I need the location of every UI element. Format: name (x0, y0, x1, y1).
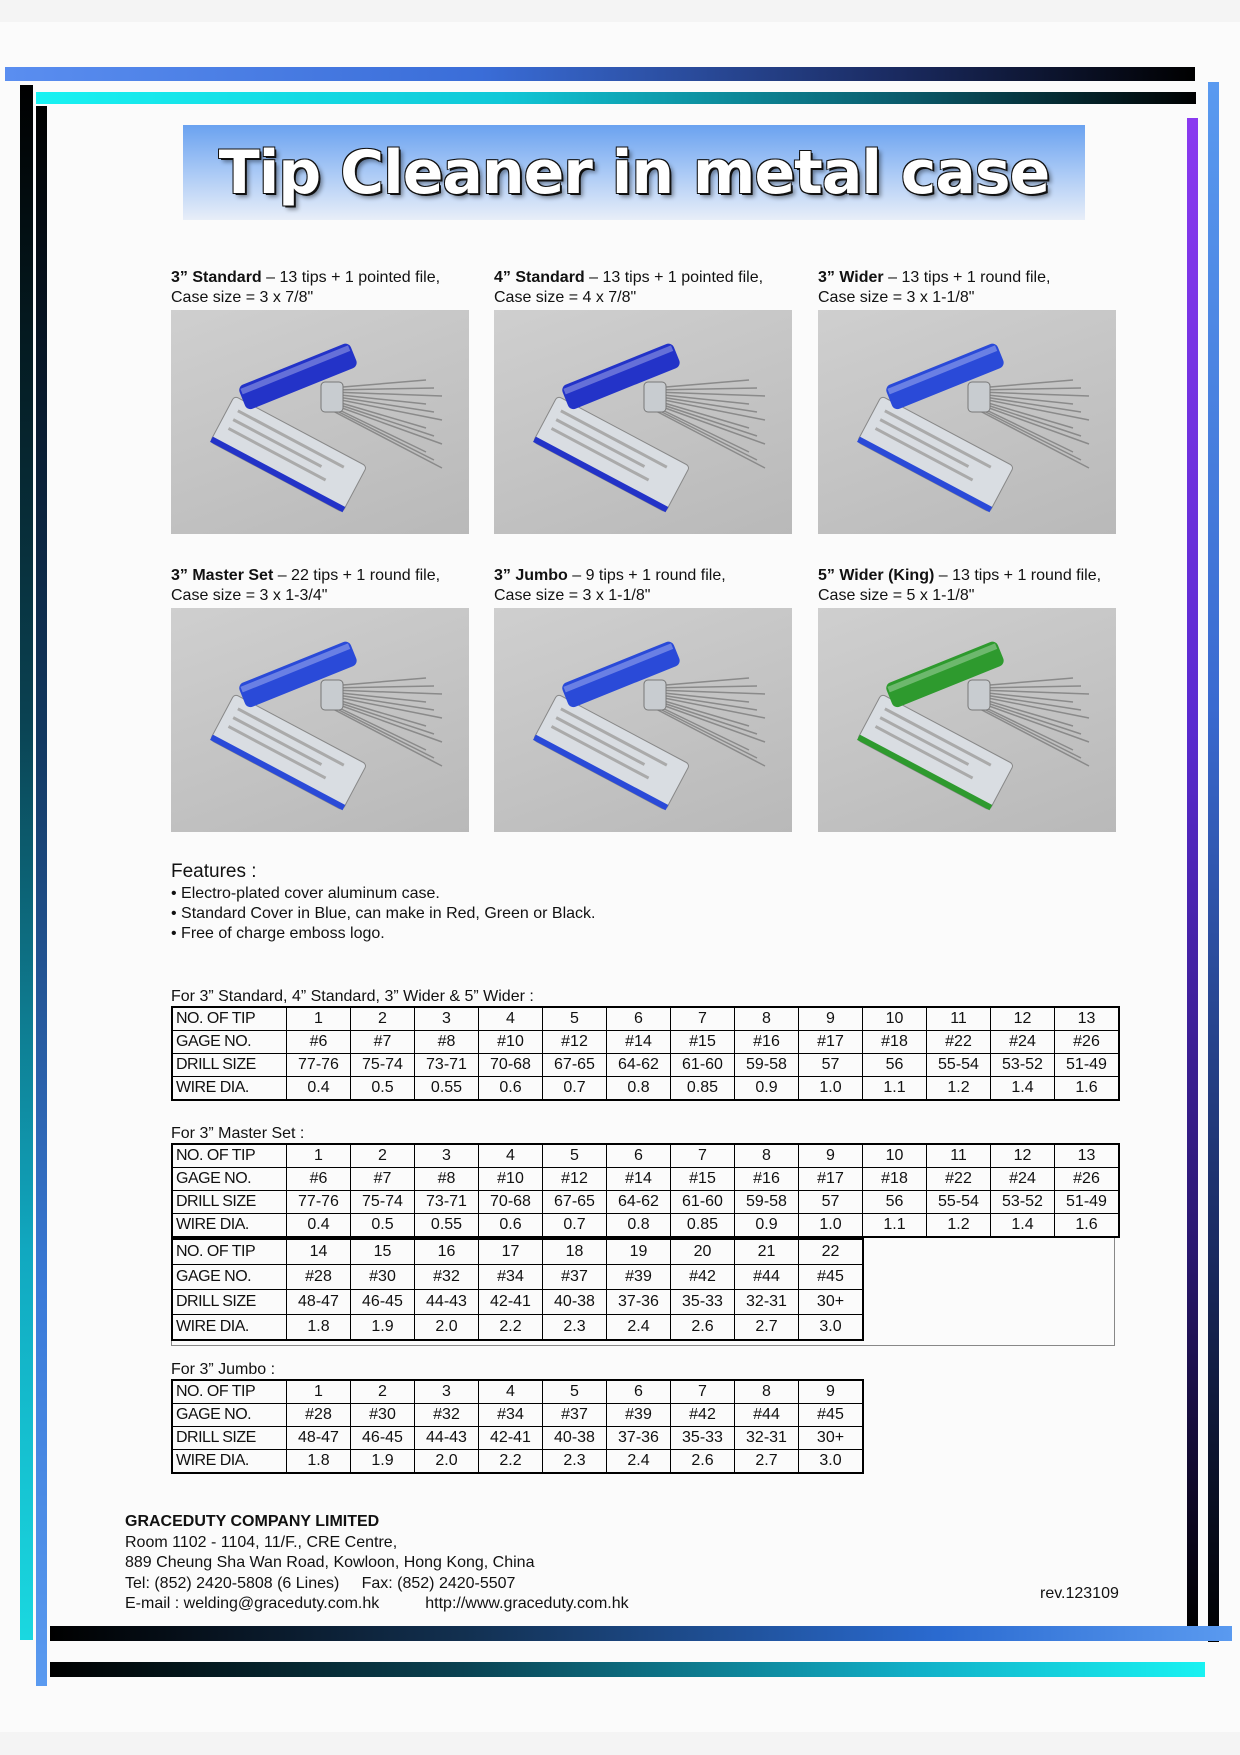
table-cell: 75-74 (351, 1191, 415, 1214)
table-cell: #22 (927, 1031, 991, 1054)
table-cell: 46-45 (351, 1427, 415, 1450)
table-row (172, 1054, 1119, 1077)
table-cell: 0.4 (287, 1214, 351, 1238)
table-cell: 48-47 (287, 1290, 351, 1315)
table-cell: 2.6 (671, 1315, 735, 1341)
table-cell: 2.4 (607, 1315, 671, 1341)
table-cell: 0.4 (287, 1077, 351, 1101)
product-name: 3” Wider (818, 269, 884, 286)
row-header-cell: GAGE NO. (172, 1031, 287, 1054)
table-cell: 30+ (799, 1427, 864, 1450)
table-cell: #24 (991, 1031, 1055, 1054)
product-desc: – 13 tips + 1 round file, (934, 567, 1102, 584)
table-cell: 1.4 (991, 1077, 1055, 1101)
title-banner (183, 125, 1085, 220)
table-cell: 1.6 (1055, 1077, 1120, 1101)
table-cell: #14 (607, 1031, 671, 1054)
spec-table-master (171, 1143, 1120, 1238)
table-cell: 2 (351, 1380, 415, 1404)
table-cell: #30 (351, 1404, 415, 1427)
table-cell: 35-33 (671, 1427, 735, 1450)
table-cell: 2.7 (735, 1315, 799, 1341)
page-title: Tip Cleaner in metal case (218, 137, 1050, 208)
spec-table-jumbo (171, 1379, 864, 1474)
table-cell: 9 (799, 1380, 864, 1404)
table-cell: 42-41 (479, 1290, 543, 1315)
table-label-standard: For 3” Standard, 4” Standard, 3” Wider & 5” Wider : (171, 988, 534, 1005)
table-cell: 1.1 (863, 1214, 927, 1238)
table-cell: 57 (799, 1191, 863, 1214)
table-cell: 2.3 (543, 1315, 607, 1341)
product-desc: – 9 tips + 1 round file, (567, 567, 726, 584)
table-cell: 7 (671, 1144, 735, 1168)
table-cell: #28 (287, 1265, 351, 1290)
product-3in-jumbo (494, 566, 794, 832)
table-cell: 0.6 (479, 1214, 543, 1238)
table-row (172, 1031, 1119, 1054)
decorative-bar-left (20, 85, 33, 1640)
table-cell: 5 (543, 1380, 607, 1404)
table-cell: 37-36 (607, 1290, 671, 1315)
table-cell: 2.3 (543, 1450, 607, 1474)
table-cell: 12 (991, 1144, 1055, 1168)
table-cell: 0.7 (543, 1077, 607, 1101)
table-cell: 6 (607, 1144, 671, 1168)
table-cell: 0.9 (735, 1077, 799, 1101)
table-cell: #45 (799, 1404, 864, 1427)
feature-item: • Free of charge emboss logo. (171, 925, 385, 942)
decorative-bar-top-inner (36, 92, 1196, 104)
table-row (172, 1239, 863, 1265)
table-cell: 37-36 (607, 1427, 671, 1450)
table-cell: #37 (543, 1265, 607, 1290)
table-cell: 0.8 (607, 1077, 671, 1101)
table-cell: 2.6 (671, 1450, 735, 1474)
table-cell: #12 (543, 1031, 607, 1054)
table-cell: 3.0 (799, 1315, 864, 1341)
table-cell: 61-60 (671, 1191, 735, 1214)
product-caption (494, 268, 794, 308)
table-cell: 0.7 (543, 1214, 607, 1238)
row-header-cell: DRILL SIZE (172, 1054, 287, 1077)
table-cell: 73-71 (415, 1191, 479, 1214)
product-desc: – 22 tips + 1 round file, (273, 567, 441, 584)
table-cell: 0.5 (351, 1214, 415, 1238)
table-cell: #12 (543, 1168, 607, 1191)
table-cell: #32 (415, 1265, 479, 1290)
table-cell: #26 (1055, 1168, 1120, 1191)
table-cell: 44-43 (415, 1427, 479, 1450)
table-cell: 35-33 (671, 1290, 735, 1315)
product-caption (171, 268, 471, 308)
table-cell: 4 (479, 1144, 543, 1168)
table-row (172, 1290, 863, 1315)
table-row (172, 1214, 1119, 1238)
table-cell: 70-68 (479, 1191, 543, 1214)
product-name: 3” Master Set (171, 567, 274, 584)
product-desc: – 13 tips + 1 round file, (883, 269, 1051, 286)
table-cell: 8 (735, 1380, 799, 1404)
row-header-cell: WIRE DIA. (172, 1315, 287, 1341)
table-cell: 77-76 (287, 1191, 351, 1214)
decorative-bar-bottom (50, 1626, 1232, 1641)
spec-table-master-continued (171, 1238, 864, 1341)
product-caption (171, 566, 471, 606)
table-cell: 73-71 (415, 1054, 479, 1077)
table-cell: 9 (799, 1144, 863, 1168)
product-size: Case size = 3 x 1-1/8" (818, 289, 975, 306)
product-photo (171, 310, 469, 534)
table-cell: 40-38 (543, 1290, 607, 1315)
table-cell: #16 (735, 1031, 799, 1054)
table-cell: 70-68 (479, 1054, 543, 1077)
features-section (171, 862, 595, 944)
product-caption (818, 268, 1118, 308)
table-cell: 19 (607, 1239, 671, 1265)
table-cell: 7 (671, 1380, 735, 1404)
table-cell: 8 (735, 1007, 799, 1031)
company-address-line: 889 Cheung Sha Wan Road, Kowloon, Hong Kong, China (125, 1554, 535, 1571)
table-cell: 48-47 (287, 1427, 351, 1450)
table-cell: 77-76 (287, 1054, 351, 1077)
product-photo (171, 608, 469, 832)
table-cell: 1 (287, 1380, 351, 1404)
table-cell: #8 (415, 1168, 479, 1191)
table-cell: #15 (671, 1031, 735, 1054)
row-header-cell: GAGE NO. (172, 1404, 287, 1427)
table-cell: 59-58 (735, 1054, 799, 1077)
table-cell: #39 (607, 1265, 671, 1290)
table-cell: 55-54 (927, 1191, 991, 1214)
table-cell: 44-43 (415, 1290, 479, 1315)
table-cell: #26 (1055, 1031, 1120, 1054)
table-cell: 1.4 (991, 1214, 1055, 1238)
table-cell: 5 (543, 1144, 607, 1168)
table-row (172, 1404, 863, 1427)
table-cell: 67-65 (543, 1191, 607, 1214)
table-cell: 13 (1055, 1144, 1120, 1168)
table-cell: 1.9 (351, 1315, 415, 1341)
table-cell: #8 (415, 1031, 479, 1054)
table-row (172, 1427, 863, 1450)
table-cell: 2.2 (479, 1315, 543, 1341)
table-cell: #37 (543, 1404, 607, 1427)
table-cell: 10 (863, 1144, 927, 1168)
table-cell: 46-45 (351, 1290, 415, 1315)
row-header-cell: WIRE DIA. (172, 1214, 287, 1238)
company-name: GRACEDUTY COMPANY LIMITED (125, 1513, 380, 1530)
table-cell: #10 (479, 1168, 543, 1191)
table-cell: 3 (415, 1380, 479, 1404)
table-cell: 32-31 (735, 1427, 799, 1450)
decorative-bar-top (5, 67, 1195, 81)
table-row (172, 1380, 863, 1404)
feature-item: • Electro-plated cover aluminum case. (171, 885, 440, 902)
table-cell: 0.85 (671, 1077, 735, 1101)
table-cell: 11 (927, 1007, 991, 1031)
table-cell: 55-54 (927, 1054, 991, 1077)
product-size: Case size = 3 x 7/8" (171, 289, 314, 306)
table-cell: 1.8 (287, 1315, 351, 1341)
table-cell: 4 (479, 1380, 543, 1404)
table-cell: #24 (991, 1168, 1055, 1191)
decorative-bar-right (1208, 82, 1219, 1642)
table-cell: 15 (351, 1239, 415, 1265)
table-cell: 51-49 (1055, 1054, 1120, 1077)
table-cell: 7 (671, 1007, 735, 1031)
decorative-bar-bottom-outer (50, 1662, 1205, 1677)
table-cell: #18 (863, 1031, 927, 1054)
row-header-cell: NO. OF TIP (172, 1007, 287, 1031)
table-cell: #44 (735, 1265, 799, 1290)
table-cell: 1 (287, 1144, 351, 1168)
table-cell: #17 (799, 1031, 863, 1054)
product-3in-master-set (171, 566, 471, 832)
table-cell: 6 (607, 1007, 671, 1031)
row-header-cell: DRILL SIZE (172, 1427, 287, 1450)
product-caption (818, 566, 1118, 606)
table-label-jumbo: For 3” Jumbo : (171, 1361, 276, 1378)
table-cell: #34 (479, 1404, 543, 1427)
product-caption (494, 566, 794, 606)
table-row (172, 1144, 1119, 1168)
table-cell: 0.9 (735, 1214, 799, 1238)
table-cell: 64-62 (607, 1191, 671, 1214)
company-phone-fax: Tel: (852) 2420-5808 (6 Lines) Fax: (852) 2420-5507 (125, 1574, 516, 1592)
product-name: 3” Jumbo (494, 567, 568, 584)
row-header-cell: WIRE DIA. (172, 1450, 287, 1474)
table-cell: #30 (351, 1265, 415, 1290)
table-cell: 56 (863, 1191, 927, 1214)
table-cell: 10 (863, 1007, 927, 1031)
table-cell: 18 (543, 1239, 607, 1265)
table-row (172, 1007, 1119, 1031)
table-cell: 0.55 (415, 1214, 479, 1238)
table-cell: 51-49 (1055, 1191, 1120, 1214)
row-header-cell: NO. OF TIP (172, 1380, 287, 1404)
table-cell: #10 (479, 1031, 543, 1054)
table-row (172, 1265, 863, 1290)
product-4in-standard (494, 268, 794, 534)
table-cell: 21 (735, 1239, 799, 1265)
table-cell: 1.2 (927, 1077, 991, 1101)
table-cell: 1.6 (1055, 1214, 1120, 1238)
table-row (172, 1168, 1119, 1191)
table-cell: 1.9 (351, 1450, 415, 1474)
company-contact (125, 1512, 629, 1615)
company-address-line: Room 1102 - 1104, 11/F., CRE Centre, (125, 1533, 398, 1551)
table-cell: 40-38 (543, 1427, 607, 1450)
product-size: Case size = 5 x 1-1/8" (818, 587, 975, 604)
product-size: Case size = 3 x 1-1/8" (494, 587, 651, 604)
table-cell: 2.0 (415, 1315, 479, 1341)
product-photo (818, 608, 1116, 832)
table-cell: 64-62 (607, 1054, 671, 1077)
product-5in-wider-king (818, 566, 1118, 832)
decorative-bar-right-inner (1187, 118, 1198, 1628)
table-cell: #6 (287, 1031, 351, 1054)
table-cell: 16 (415, 1239, 479, 1265)
table-cell: #22 (927, 1168, 991, 1191)
table-cell: #39 (607, 1404, 671, 1427)
table-cell: #17 (799, 1168, 863, 1191)
table-row (172, 1191, 1119, 1214)
table-cell: 2 (351, 1007, 415, 1031)
table-cell: 0.5 (351, 1077, 415, 1101)
table-label-master: For 3” Master Set : (171, 1125, 305, 1142)
product-name: 3” Standard (171, 269, 262, 286)
table-cell: 14 (287, 1239, 351, 1265)
product-name: 5” Wider (King) (818, 567, 935, 584)
table-cell: 20 (671, 1239, 735, 1265)
table-cell: 32-31 (735, 1290, 799, 1315)
table-cell: 2.2 (479, 1450, 543, 1474)
revision-label: rev.123109 (1040, 1585, 1119, 1602)
row-header-cell: DRILL SIZE (172, 1290, 287, 1315)
product-size: Case size = 4 x 7/8" (494, 289, 637, 306)
product-size: Case size = 3 x 1-3/4" (171, 587, 328, 604)
table-cell: 3 (415, 1144, 479, 1168)
table-cell: 2.0 (415, 1450, 479, 1474)
table-row (172, 1450, 863, 1474)
table-cell: 75-74 (351, 1054, 415, 1077)
row-header-cell: NO. OF TIP (172, 1144, 287, 1168)
table-cell: 67-65 (543, 1054, 607, 1077)
table-cell: 22 (799, 1239, 864, 1265)
table-cell: #15 (671, 1168, 735, 1191)
company-website-link[interactable]: http://www.graceduty.com.hk (425, 1595, 629, 1612)
table-cell: 1 (287, 1007, 351, 1031)
row-header-cell: GAGE NO. (172, 1265, 287, 1290)
table-cell: 0.8 (607, 1214, 671, 1238)
table-cell: 12 (991, 1007, 1055, 1031)
table-row (172, 1077, 1119, 1101)
table-cell: #7 (351, 1168, 415, 1191)
table-cell: #42 (671, 1265, 735, 1290)
row-header-cell: GAGE NO. (172, 1168, 287, 1191)
table-cell: 1.8 (287, 1450, 351, 1474)
table-row (172, 1315, 863, 1341)
table-cell: 61-60 (671, 1054, 735, 1077)
table-cell: #45 (799, 1265, 864, 1290)
product-photo (494, 608, 792, 832)
table-cell: 57 (799, 1054, 863, 1077)
table-cell: #34 (479, 1265, 543, 1290)
table-cell: 2.7 (735, 1450, 799, 1474)
table-cell: 53-52 (991, 1191, 1055, 1214)
table-cell: 3 (415, 1007, 479, 1031)
table-cell: 56 (863, 1054, 927, 1077)
table-cell: #42 (671, 1404, 735, 1427)
product-photo (818, 310, 1116, 534)
table-cell: 0.6 (479, 1077, 543, 1101)
table-cell: 1.0 (799, 1077, 863, 1101)
table-cell: 3.0 (799, 1450, 864, 1474)
row-header-cell: NO. OF TIP (172, 1239, 287, 1265)
product-desc: – 13 tips + 1 pointed file, (261, 269, 441, 286)
table-cell: 4 (479, 1007, 543, 1031)
table-cell: 8 (735, 1144, 799, 1168)
table-cell: #32 (415, 1404, 479, 1427)
table-cell: 6 (607, 1380, 671, 1404)
row-header-cell: WIRE DIA. (172, 1077, 287, 1101)
table-cell: #18 (863, 1168, 927, 1191)
table-cell: 2 (351, 1144, 415, 1168)
company-email[interactable]: E-mail : welding@graceduty.com.hk (125, 1595, 380, 1612)
table-cell: 1.0 (799, 1214, 863, 1238)
table-cell: 5 (543, 1007, 607, 1031)
table-cell: 53-52 (991, 1054, 1055, 1077)
decorative-bar-left-inner (36, 106, 47, 1686)
table-cell: 9 (799, 1007, 863, 1031)
table-cell: #6 (287, 1168, 351, 1191)
table-cell: 0.85 (671, 1214, 735, 1238)
table-cell: 11 (927, 1144, 991, 1168)
feature-item: • Standard Cover in Blue, can make in Red, Green or Black. (171, 905, 596, 922)
row-header-cell: DRILL SIZE (172, 1191, 287, 1214)
table-cell: 17 (479, 1239, 543, 1265)
table-cell: 59-58 (735, 1191, 799, 1214)
product-photo (494, 310, 792, 534)
product-3in-standard (171, 268, 471, 534)
table-cell: #28 (287, 1404, 351, 1427)
table-cell: 0.55 (415, 1077, 479, 1101)
table-cell: 2.4 (607, 1450, 671, 1474)
spec-table-standard (171, 1006, 1120, 1101)
table-cell: #7 (351, 1031, 415, 1054)
table-cell: 1.1 (863, 1077, 927, 1101)
table-cell: #14 (607, 1168, 671, 1191)
table-cell: #44 (735, 1404, 799, 1427)
table-cell: 1.2 (927, 1214, 991, 1238)
table-cell: 13 (1055, 1007, 1120, 1031)
features-heading: Features : (171, 861, 257, 882)
product-3in-wider (818, 268, 1118, 534)
table-cell: 42-41 (479, 1427, 543, 1450)
table-cell: #16 (735, 1168, 799, 1191)
table-cell: 30+ (799, 1290, 864, 1315)
product-name: 4” Standard (494, 269, 585, 286)
product-desc: – 13 tips + 1 pointed file, (584, 269, 764, 286)
